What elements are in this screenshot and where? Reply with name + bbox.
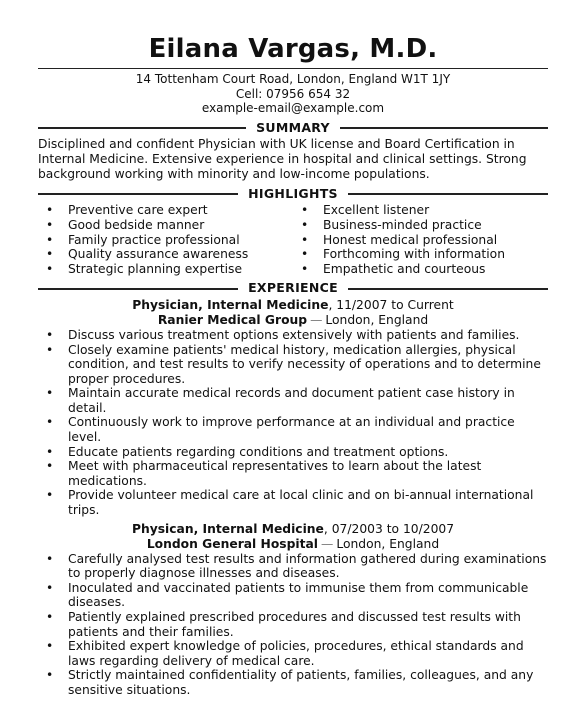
- job-entry: [38, 522, 548, 698]
- highlight-item: • Preventive care expert: [38, 203, 293, 218]
- resume-page: [38, 34, 548, 702]
- cell-phone: Cell: 07956 654 32: [235, 86, 351, 101]
- job-title-line: [38, 522, 548, 537]
- highlight-item: • Business-minded practice: [293, 218, 548, 233]
- experience-heading: [38, 281, 548, 296]
- summary-heading: [38, 121, 548, 136]
- heading-rule-right: [348, 193, 548, 195]
- job-entry: [38, 298, 548, 518]
- highlight-item: • Empathetic and courteous: [293, 262, 548, 277]
- heading-rule-left: [38, 288, 238, 290]
- duty-item: • Carefully analysed test results and information gathered during examinations to properly diagnose illnesses and diseases.: [38, 552, 548, 581]
- separator-dash: —: [310, 312, 323, 327]
- employer-line: [38, 313, 548, 328]
- job-title: Physician, Internal Medicine: [132, 297, 329, 312]
- duty-item: • Inoculated and vaccinated patients to immunise them from communicable diseases.: [38, 581, 548, 610]
- duty-item: • Discuss various treatment options extensively with patients and families.: [38, 328, 548, 343]
- highlights-list: [38, 203, 548, 276]
- heading-rule-left: [38, 193, 238, 195]
- duty-item: • Strictly maintained confidentiality of patients, families, colleagues, and any sensitive situations.: [38, 668, 548, 697]
- separator-dash: —: [321, 536, 334, 551]
- job-duties: [38, 328, 548, 518]
- highlight-item: • Strategic planning expertise: [38, 262, 293, 277]
- highlights-title: HIGHLIGHTS: [248, 185, 338, 201]
- job-title-line: [38, 298, 548, 313]
- contact-block: [38, 72, 548, 116]
- highlights-heading: [38, 187, 548, 202]
- employer-line: [38, 537, 548, 552]
- highlight-item: • Forthcoming with information: [293, 247, 548, 262]
- highlights-left-column: [38, 203, 293, 276]
- highlight-item: • Honest medical professional: [293, 233, 548, 248]
- job-dates: , 07/2003 to 10/2007: [323, 521, 455, 536]
- highlight-item: • Excellent listener: [293, 203, 548, 218]
- summary-title: SUMMARY: [256, 119, 330, 135]
- duty-item: • Patiently explained prescribed procedures and discussed test results with patients and their families.: [38, 610, 548, 639]
- email: example-email@example.com: [201, 101, 385, 116]
- highlight-item: • Good bedside manner: [38, 218, 293, 233]
- heading-rule-left: [38, 127, 246, 129]
- duty-item: • Exhibited expert knowledge of policies, procedures, ethical standards and laws regarding delivery of medical care.: [38, 639, 548, 668]
- job-duties: [38, 552, 548, 698]
- job-title: Physican, Internal Medicine: [131, 521, 324, 536]
- duty-item: • Educate patients regarding conditions and treatment options.: [38, 445, 548, 460]
- duty-item: • Continuously work to improve performance at an individual and practice level.: [38, 415, 548, 444]
- duty-item: • Meet with pharmaceutical representatives to learn about the latest medications.: [38, 459, 548, 488]
- candidate-name: Eilana Vargas, M.D.: [148, 34, 438, 64]
- duty-item: • Maintain accurate medical records and document patient case history in detail.: [38, 386, 548, 415]
- experience-title: EXPERIENCE: [248, 280, 338, 296]
- summary-text: Disciplined and confident Physician with UK license and Board Certification in Internal Medicine. Extensive experience in hospital and clinical settings. Strong background working with minority and low-income populations.: [38, 137, 527, 181]
- job-dates: , 11/2007 to Current: [328, 297, 454, 312]
- duty-item: • Provide volunteer medical care at local clinic and on bi-annual international trips.: [38, 488, 548, 517]
- header-divider: [38, 68, 548, 69]
- highlights-right-column: [293, 203, 548, 276]
- heading-rule-right: [348, 288, 548, 290]
- address: 14 Tottenham Court Road, London, England W1T 1JY: [135, 72, 451, 86]
- highlight-item: • Quality assurance awareness: [38, 247, 293, 262]
- job-location: London, England: [336, 536, 440, 551]
- job-location: London, England: [325, 312, 429, 327]
- heading-rule-right: [340, 127, 548, 129]
- highlight-item: • Family practice professional: [38, 233, 293, 248]
- employer-name: Ranier Medical Group: [157, 312, 308, 327]
- employer-name: London General Hospital: [146, 536, 319, 551]
- duty-item: • Closely examine patients' medical history, medication allergies, physical condition, and test results to verify necessity of operations and to determine proper procedures.: [38, 343, 548, 387]
